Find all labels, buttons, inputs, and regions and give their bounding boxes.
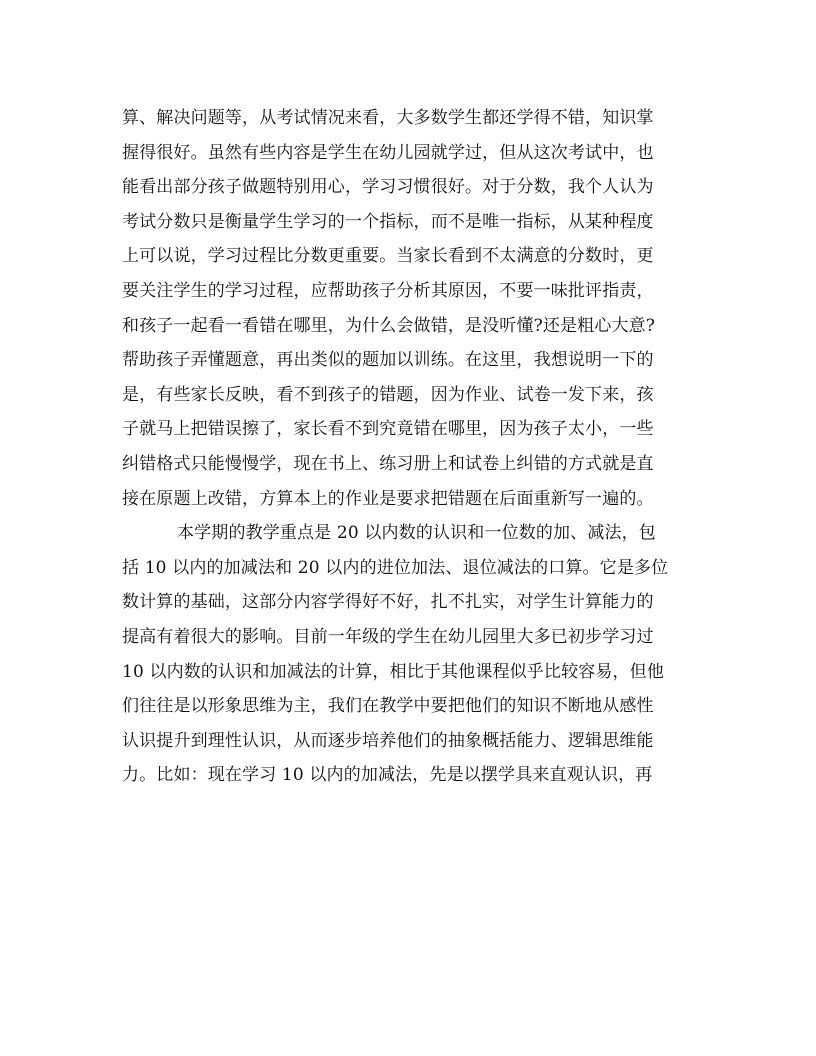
text-line: 算、解决问题等，从考试情况来看，大多数学生都还学得不错，知识掌 (122, 108, 654, 128)
text-line: 考试分数只是衡量学生学习的一个指标，而不是唯一指标，从某种程度 (122, 211, 654, 232)
text-line: 括 10 以内的加减法和 20 以内的进位加法、退位减法的口算。它是多位 (122, 557, 669, 578)
text-line: 力。比如：现在学习 10 以内的加减法，先是以摆学具来直观认识，再 (122, 765, 653, 786)
text-line: 帮助孩子弄懂题意，再出类似的题加以训练。在这里，我想说明一下的 (122, 350, 654, 371)
text-line: 10 以内数的认识和加减法的计算，相比于其他课程似乎比较容易，但他 (122, 661, 664, 682)
text-line: 上可以说，学习过程比分数更重要。当家长看到不太满意的分数时，更 (122, 246, 654, 267)
text-line: 能看出部分孩子做题特别用心，学习习惯很好。对于分数，我个人认为 (122, 177, 654, 198)
text-line: 是，有些家长反映，看不到孩子的错题，因为作业、试卷一发下来，孩 (122, 384, 654, 405)
text-line: 要关注学生的学习过程，应帮助孩子分析其原因，不要一味批评指责， (122, 280, 654, 301)
text-line: 和孩子一起看一看错在哪里，为什么会做错，是没听懂?还是粗心大意? (122, 315, 656, 336)
text-line: 提高有着很大的影响。目前一年级的学生在幼儿园里大多已初步学习过 (122, 626, 654, 647)
paragraph-start-line: 本学期的教学重点是 20 以内数的认识和一位数的加、减法，包 (177, 523, 656, 544)
text-line: 们往往是以形象思维为主，我们在教学中要把他们的知识不断地从感性 (122, 696, 654, 717)
body-text (122, 101, 702, 793)
text-line: 纠错格式只能慢慢学，现在书上、练习册上和试卷上纠错的方式就是直 (122, 453, 654, 474)
text-line: 数计算的基础，这部分内容学得好不好，扎不扎实，对学生计算能力的 (122, 592, 654, 613)
text-line: 认识提升到理性认识，从而逐步培养他们的抽象概括能力、逻辑思维能 (122, 730, 654, 751)
text-line: 子就马上把错误擦了，家长看不到究竟错在哪里，因为孩子太小，一些 (122, 419, 654, 440)
text-line: 接在原题上改错，方算本上的作业是要求把错题在后面重新写一遍的。 (122, 488, 654, 509)
text-line: 握得很好。虽然有些内容是学生在幼儿园就学过，但从这次考试中，也 (122, 142, 654, 163)
